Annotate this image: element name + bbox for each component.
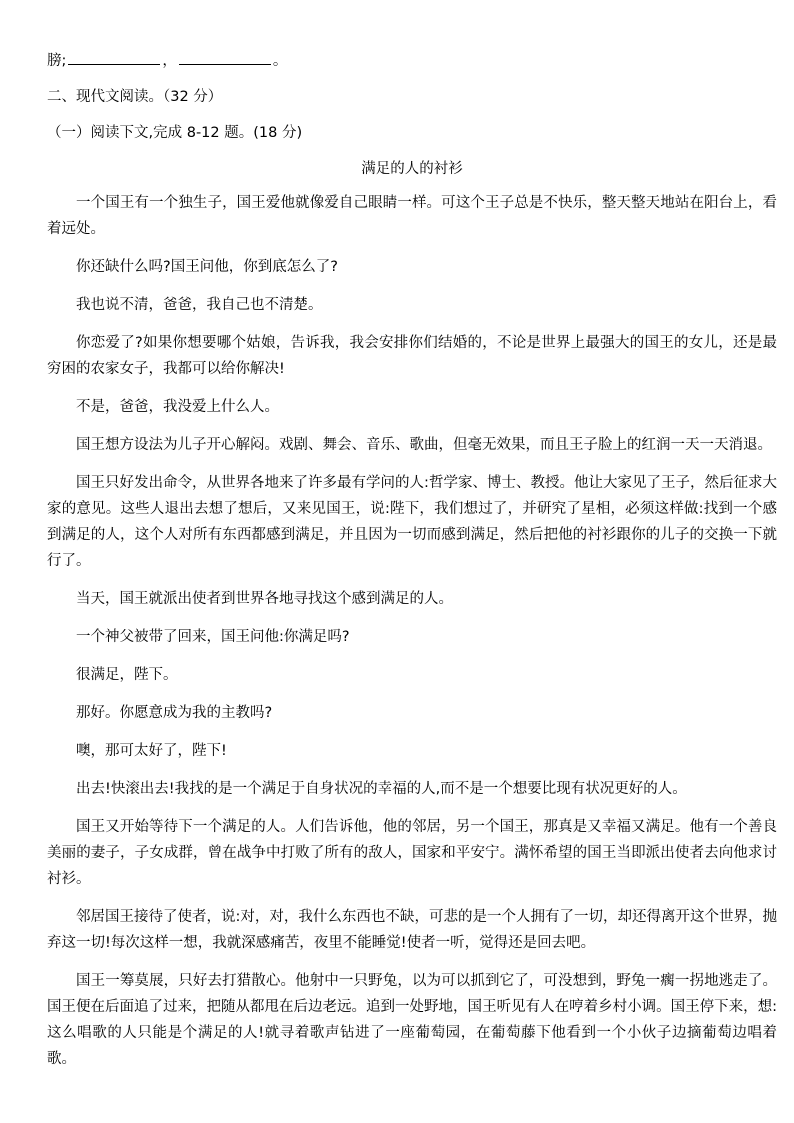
paragraph: 国王想方设法为儿子开心解闷。戏剧、舞会、音乐、歌曲，但毫无效果，而且王子脸上的红润一天一天消退。 [76, 437, 772, 453]
paragraph: 出去!快滚出去!我找的是一个满足于自身状况的幸福的人,而不是一个想要比现有状况更好的人。 [76, 781, 687, 797]
answer-blank-1[interactable] [68, 50, 160, 65]
paragraph: 很满足，陛下。 [76, 667, 178, 683]
paragraph: 噢，那可太好了，陛下! [76, 743, 227, 759]
answer-line-suffix: 。 [272, 53, 288, 69]
story-body [47, 190, 777, 1072]
paragraph: 你恋爱了?如果你想要哪个姑娘，告诉我，我会安排你们结婚的，不论是世界上最强大的国王的女儿，还是最穷困的农家女子，我都可以给你解决! [47, 335, 777, 377]
paragraph: 你还缺什么吗?国王问他，你到底怎么了? [76, 259, 338, 275]
paragraph: 我也说不清，爸爸，我自己也不清楚。 [76, 297, 323, 313]
paragraph: 那好。你愿意成为我的主教吗? [76, 705, 273, 721]
answer-line-separator: ， [162, 53, 177, 69]
paragraph: 国王只好发出命令，从世界各地来了许多最有学问的人:哲学家、博士、教授。他让大家见了王子，然后征求大家的意见。这些人退出去想了想后，又来见国王，说:陛下，我们想过了，并研究了星相，必须这样做:找到一个感到满足的人，这个人对所有东西都感到满足，并且因为一切而感到满足，然后把他的衬衫跟你的儿子的交换一下就行了。 [47, 475, 777, 569]
story-title: 满足的人的衬衫 [361, 161, 463, 177]
paragraph: 不是，爸爸，我没爱上什么人。 [76, 399, 279, 415]
answer-line-prefix: 膀; [47, 53, 67, 69]
document-page [47, 48, 777, 1084]
answer-blank-2[interactable] [179, 50, 271, 65]
paragraph: 一个国王有一个独生子，国王爱他就像爱自己眼睛一样。可这个王子总是不快乐，整天整天地站在阳台上，看着远处。 [47, 195, 777, 237]
paragraph: 一个神父被带了回来，国王问他:你满足吗? [76, 629, 350, 645]
sub-title: （一）阅读下文,完成 8-12 题。(18 分) [47, 125, 303, 141]
paragraph: 国王又开始等待下一个满足的人。人们告诉他，他的邻居，另一个国王，那真是又幸福又满足。他有一个善良美丽的妻子，子女成群，曾在战争中打败了所有的敌人，国家和平安宁。满怀希望的国王当即派出使者去向他求讨衬衫。 [47, 819, 777, 887]
section-title: 二、现代文阅读。（32 分） [47, 89, 223, 105]
answer-line [47, 48, 777, 74]
paragraph: 国王一筹莫展，只好去打猎散心。他射中一只野兔，以为可以抓到它了，可没想到，野兔一瘸一拐地逃走了。国王便在后面追了过来，把随从都甩在后边老远。追到一处野地，国王听见有人在哼着乡村小调。国王停下来，想:这么唱歌的人只能是个满足的人!就寻着歌声钻进了一座葡萄园，在葡萄藤下他看到一个小伙子边摘葡萄边唱着歌。 [47, 973, 777, 1067]
paragraph: 邻居国王接待了使者，说:对，对，我什么东西也不缺，可悲的是一个人拥有了一切，却还得离开这个世界，抛弃这一切!每次这样一想，我就深感痛苦，夜里不能睡觉!使者一听，觉得还是回去吧。 [47, 909, 777, 951]
paragraph: 当天，国王就派出使者到世界各地寻找这个感到满足的人。 [76, 591, 453, 607]
